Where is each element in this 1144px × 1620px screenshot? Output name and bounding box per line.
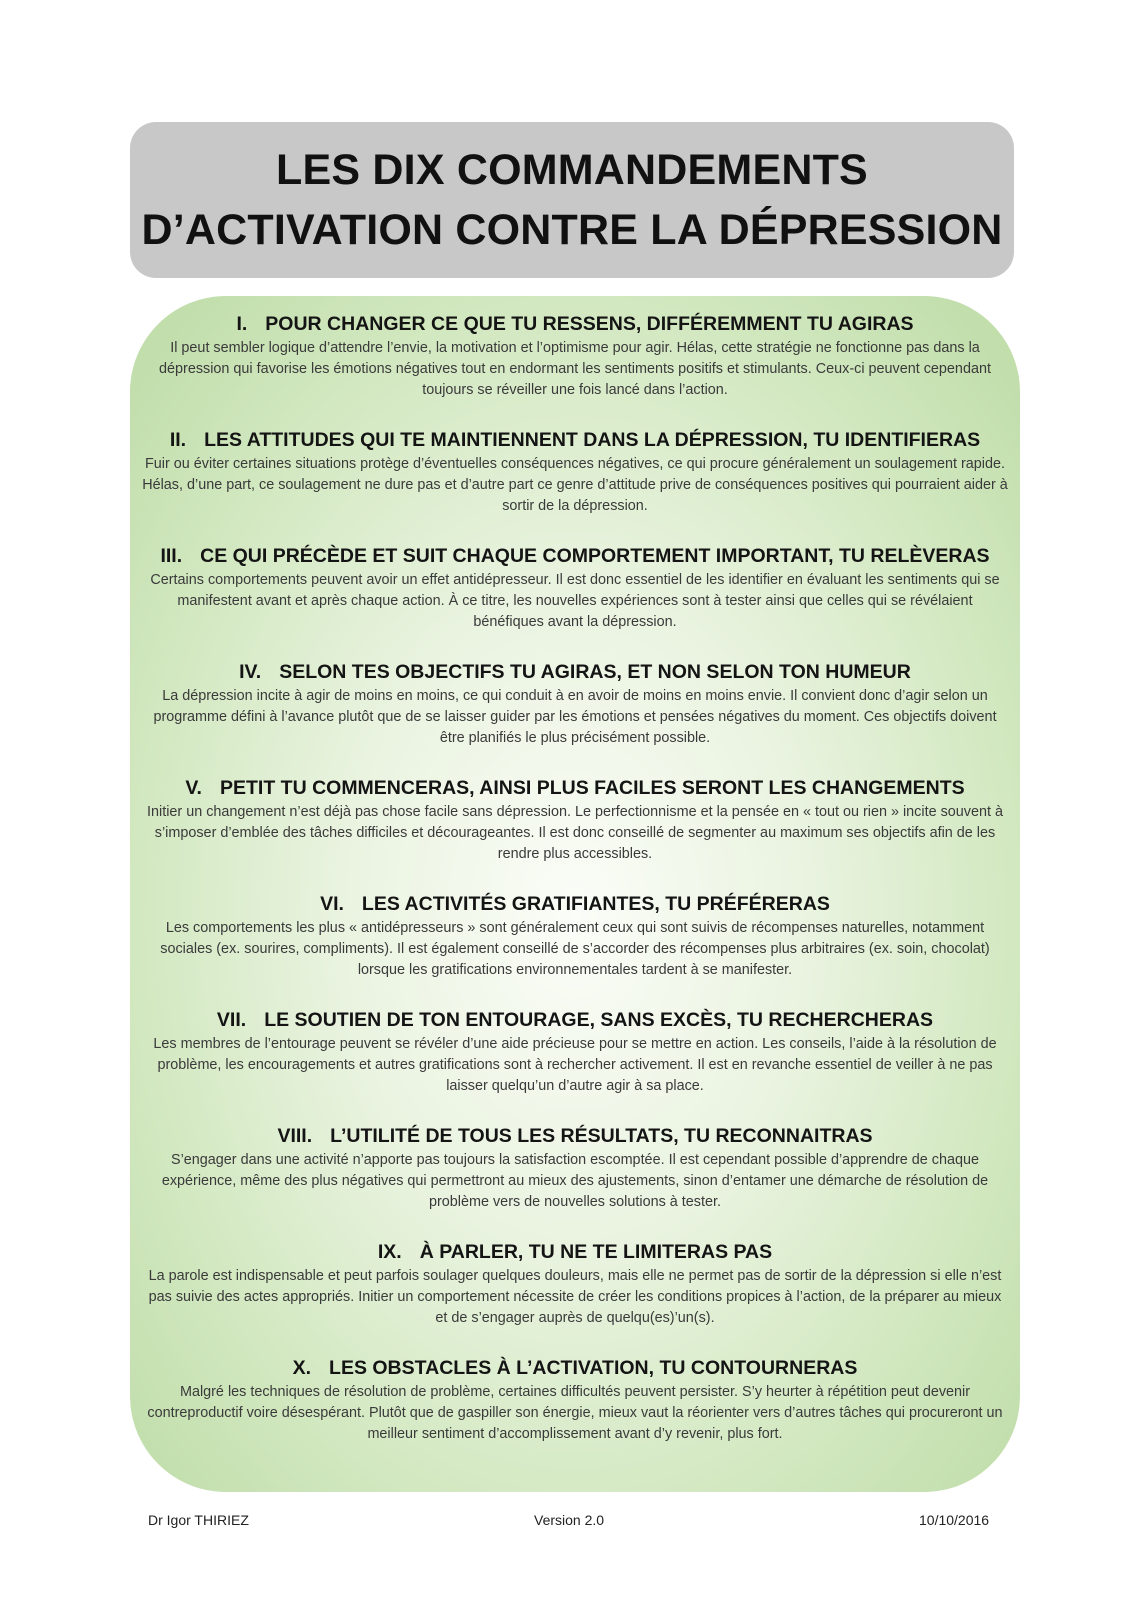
commandment-heading [140,1008,1010,1032]
commandment-numeral: X. [292,1357,312,1379]
commandment-1 [140,312,1010,402]
commandment-title: POUR CHANGER CE QUE TU RESSENS, DIFFÉREMMENT TU AGIRAS [265,313,914,335]
commandment-title: LE SOUTIEN DE TON ENTOURAGE, SANS EXCÈS, TU RECHERCHERAS [264,1009,934,1031]
commandment-body: Les membres de l’entourage peuvent se révéler d’une aide précieuse pour se mettre en action. Les conseils, l’aide à la résolution de problème, les encouragements et autres gratifications sont à rechercher activement. Il est en revanche essentiel de veiller à ne pas laisser quelqu’un d’autre agir à sa place. [153,1036,997,1095]
title-line-2: D’ACTIVATION CONTRE LA DÉPRESSION [141,206,1003,254]
commandment-title: À PARLER, TU NE TE LIMITERAS PAS [419,1241,773,1263]
commandment-7 [140,1008,1010,1098]
commandment-title: LES ATTITUDES QUI TE MAINTIENNENT DANS LA DÉPRESSION, TU IDENTIFIERAS [204,429,981,451]
commandment-body: Les comportements les plus « antidépresseurs » sont généralement ceux qui sont suivis de récompenses naturelles, notamment sociales (ex. sourires, compliments). Il est également conseillé de s’accorder des récompenses plus arbitraires (ex. soin, chocolat) lorsque les gratifications environnementales tardent à se manifester. [160,920,990,979]
commandment-title: PETIT TU COMMENCERAS, AINSI PLUS FACILES SERONT LES CHANGEMENTS [219,777,965,799]
commandment-numeral: V. [185,777,202,799]
commandment-body: Il peut sembler logique d’attendre l’envie, la motivation et l’optimisme pour agir. Hélas, cette stratégie ne fonctionne pas dans la dépression qui favorise les émotions négatives tout en endormant les sentiments positifs et stimulants. Ceux-ci peuvent cependant toujours se réveiller une fois lancé dans l’action. [159,340,991,399]
footer-author: Dr Igor THIRIEZ [148,1512,249,1528]
commandment-body: La parole est indispensable et peut parfois soulager quelques douleurs, mais elle ne permet pas de sortir de la dépression si elle n’est pas suivie des actes appropriés. Initier un comportement nécessite de créer les conditions propices à l’action, de la préparer au mieux et de s’engager auprès de quelqu(es)’un(s). [148,1268,1002,1327]
commandment-2 [140,428,1010,518]
commandment-3 [140,544,1010,634]
commandment-numeral: IX. [377,1241,402,1263]
commandment-numeral: VI. [320,893,344,915]
title-line-1: LES DIX COMMANDEMENTS [276,146,868,194]
commandment-heading [140,1240,1010,1264]
commandment-heading [140,312,1010,336]
commandment-heading [140,1124,1010,1148]
commandment-heading [140,660,1010,684]
commandment-heading [140,1356,1010,1380]
commandment-title: SELON TES OBJECTIFS TU AGIRAS, ET NON SELON TON HUMEUR [279,661,911,683]
commandment-5 [140,776,1010,866]
commandment-4 [140,660,1010,750]
commandment-numeral: II. [169,429,187,451]
footer-date: 10/10/2016 [919,1512,990,1528]
commandment-heading [140,892,1010,916]
commandment-title: LES OBSTACLES À L’ACTIVATION, TU CONTOURNERAS [329,1357,858,1379]
commandment-numeral: I. [236,313,248,335]
commandment-numeral: III. [160,545,183,567]
commandment-body: Initier un changement n’est déjà pas chose facile sans dépression. Le perfectionnisme et la pensée en « tout ou rien » incite souvent à s’imposer d’emblée des tâches difficiles et décourageantes. Il est donc conseillé de segmenter au maximum ses objectifs afin de les rendre plus accessibles. [147,804,1003,863]
commandment-body: Malgré les techniques de résolution de problème, certaines difficultés peuvent persister. S’y heurter à répétition peut devenir contreproductif voire désespérant. Plutôt que de gaspiller son énergie, mieux vaut la réorienter vers d’autres tâches qui procureront un meilleur sentiment d’accomplissement avant d’y revenir, plus fort. [147,1384,1003,1443]
title-banner [130,122,1014,278]
commandment-heading [140,428,1010,452]
commandment-6 [140,892,1010,982]
commandment-numeral: VII. [216,1009,247,1031]
commandment-title: L’UTILITÉ DE TOUS LES RÉSULTATS, TU RECONNAITRAS [330,1125,873,1147]
commandment-heading [140,544,1010,568]
commandment-heading [140,776,1010,800]
commandment-body: Fuir ou éviter certaines situations protège d’éventuelles conséquences négatives, ce qui procure généralement un soulagement rapide. Hélas, d’une part, ce soulagement ne dure pas et d’autre part ce genre d’attitude prive de conséquences positives qui pourraient aider à sortir de la dépression. [142,456,1008,515]
footer-version: Version 2.0 [534,1512,605,1528]
commandment-numeral: VIII. [277,1125,313,1147]
commandment-9 [140,1240,1010,1330]
commandment-body: La dépression incite à agir de moins en moins, ce qui conduit à en avoir de moins en moins envie. Il convient donc d’agir selon un programme défini à l’avance plutôt que de se laisser guider par les émotions et pensées négatives du moment. Ces objectifs doivent être planifiés le plus précisément possible. [153,688,997,747]
commandment-title: LES ACTIVITÉS GRATIFIANTES, TU PRÉFÉRERAS [361,893,830,915]
commandment-8 [140,1124,1010,1214]
commandment-title: CE QUI PRÉCÈDE ET SUIT CHAQUE COMPORTEMENT IMPORTANT, TU RELÈVERAS [200,545,990,567]
commandment-body: Certains comportements peuvent avoir un effet antidépresseur. Il est donc essentiel de les identifier en évaluant les sentiments qui se manifestent avant et après chaque action. À ce titre, les nouvelles expériences sont à tester ainsi que celles qui se révélaient bénéfiques avant la dépression. [150,572,1000,631]
commandment-numeral: IV. [239,661,262,683]
commandment-10 [140,1356,1010,1446]
commandment-body: S’engager dans une activité n’apporte pas toujours la satisfaction escomptée. Il est cependant possible d’apprendre de chaque expérience, même des plus négatives qui permettront au mieux des ajustements, sinon d’entamer une démarche de résolution de problème vers de nouvelles solutions à tester. [161,1152,989,1211]
